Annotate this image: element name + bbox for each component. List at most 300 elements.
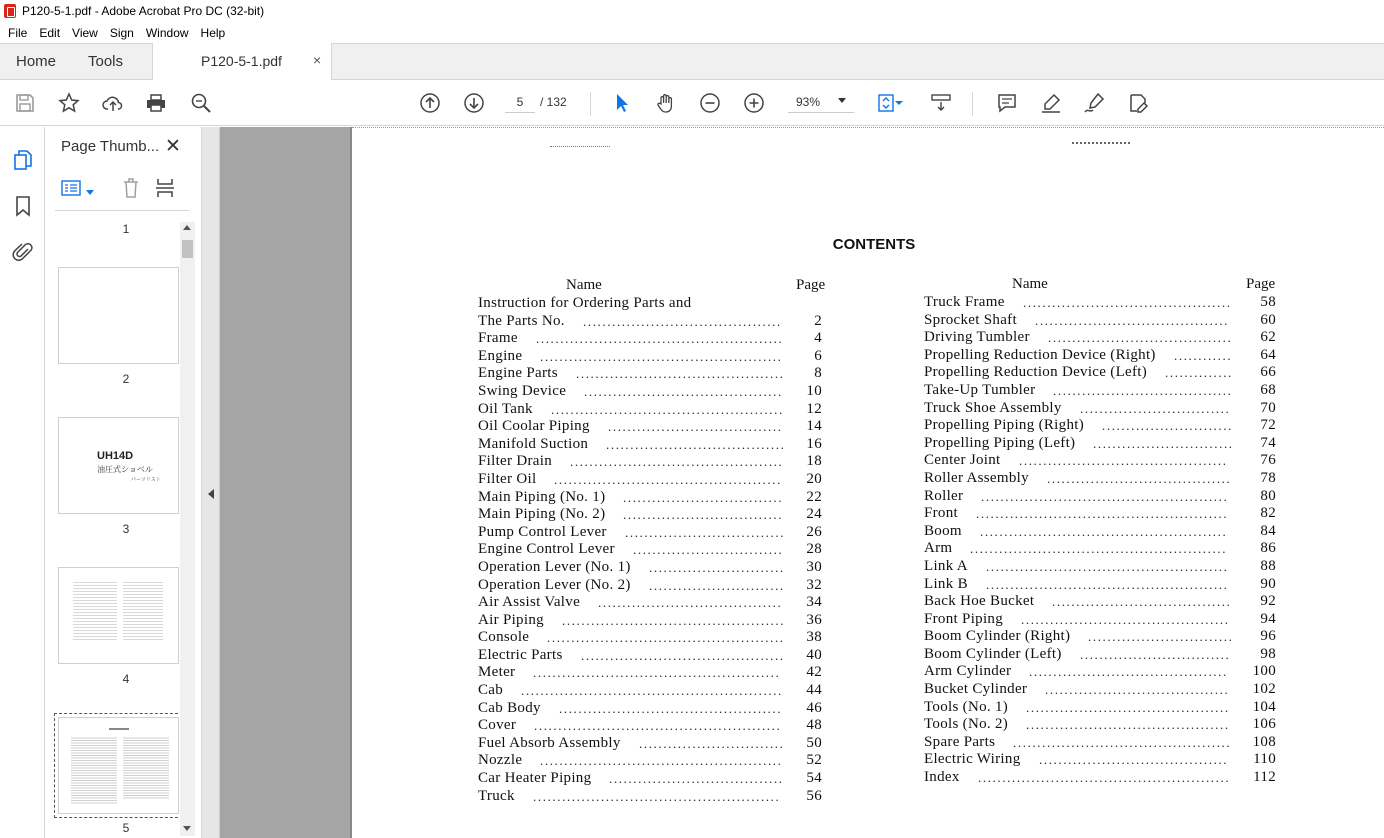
entry-name: Front: [924, 505, 959, 522]
dot-leader: ...............................: [1080, 646, 1231, 662]
dot-leader: .................................: [623, 507, 784, 523]
entry-page-number: 36: [806, 611, 822, 628]
dot-leader: ......................................: [1048, 330, 1233, 346]
thumbnail-page-number: 4: [122, 672, 130, 686]
dot-leader: ...................................................: [533, 788, 781, 804]
entry-page-number: 80: [1260, 487, 1276, 504]
entry-name: Operation Lever (No. 2): [478, 576, 631, 593]
dot-leader: ...........................................: [1023, 295, 1232, 310]
entry-page-number: 56: [806, 787, 822, 804]
entry-page-number: 106: [1252, 716, 1276, 733]
contents-entry: [478, 717, 834, 735]
dot-leader: .................................: [623, 489, 784, 505]
entry-page-number: 102: [1252, 681, 1276, 698]
search-zoom-icon[interactable]: [188, 90, 214, 116]
dot-leader: ..............: [1165, 365, 1233, 381]
contents-entry: [924, 294, 1284, 312]
thumbnail-page-number: 3: [122, 522, 130, 536]
thumbnail-page-3[interactable]: [58, 417, 179, 514]
entry-name: Tools (No. 1): [924, 698, 1009, 715]
dot-leader: .............................................: [1013, 734, 1232, 750]
entry-name: Electric Parts: [478, 646, 563, 663]
chevron-down-icon[interactable]: [86, 185, 94, 199]
upload-cloud-icon[interactable]: [100, 90, 126, 116]
contents-entry: [924, 347, 1284, 365]
contents-entry: [478, 471, 834, 489]
contents-entry: [478, 612, 834, 630]
entry-page-number: 28: [806, 541, 822, 558]
tab-home[interactable]: Home: [16, 53, 57, 70]
entry-page-number: 10: [806, 382, 822, 399]
column-header: [478, 277, 834, 295]
contents-entry: [924, 452, 1284, 470]
page-thumbnails-panel: [45, 127, 202, 838]
entry-page-number: 110: [1253, 751, 1276, 768]
entry-name: Arm Cylinder: [924, 663, 1012, 680]
menu-view[interactable]: View: [72, 25, 98, 40]
contents-entry: [478, 594, 834, 612]
entry-page-number: 24: [806, 506, 822, 523]
scrollbar-thumb[interactable]: [182, 240, 193, 258]
entry-name: Index: [924, 769, 960, 786]
entry-page-number: 30: [806, 558, 822, 575]
entry-page-number: 100: [1252, 663, 1276, 680]
dot-leader: ...................................................: [981, 488, 1229, 504]
contents-entry: [924, 611, 1284, 629]
contents-entry: [924, 558, 1284, 576]
contents-entry: [924, 382, 1284, 400]
entry-page-number: 44: [806, 682, 822, 699]
dot-leader: ..............................: [1088, 629, 1234, 645]
entry-name: Truck: [478, 787, 515, 804]
dot-leader: ...........................................: [1021, 611, 1230, 627]
collapse-panel-icon[interactable]: [208, 489, 214, 499]
dot-leader: ..................................................: [540, 348, 783, 364]
contents-entry: [478, 418, 834, 436]
dot-leader: ...................................................: [536, 331, 784, 347]
menu-window[interactable]: Window: [145, 25, 189, 40]
contents-entry: [924, 699, 1284, 717]
contents-entry: [924, 628, 1284, 646]
dot-leader: .........................................: [1029, 664, 1228, 680]
dot-leader: .....................................: [1053, 382, 1233, 398]
entry-name: Take-Up Tumbler: [924, 381, 1036, 398]
entry-page-number: 22: [806, 488, 822, 505]
entry-name: Meter: [478, 664, 516, 681]
entry-name: Main Piping (No. 1): [478, 488, 606, 505]
close-icon[interactable]: ✕: [165, 136, 181, 157]
entry-name: Spare Parts: [924, 733, 996, 750]
thumbnail-page-5[interactable]: [58, 717, 179, 814]
dot-leader: ............: [1174, 347, 1233, 363]
menu-edit[interactable]: Edit: [39, 25, 61, 40]
dot-leader: ...........................................: [1019, 453, 1228, 469]
thumbnail-options-icon[interactable]: [61, 180, 81, 199]
entry-name: Engine: [478, 347, 523, 364]
entry-page-number: 92: [1260, 593, 1276, 610]
name-header: Name: [1012, 276, 1048, 292]
scan-edge: [352, 127, 1384, 131]
entry-page-number: 82: [1260, 505, 1276, 522]
dot-leader: ........................................: [1035, 312, 1229, 328]
dot-leader: ......................................: [598, 595, 783, 611]
zoom-in-icon[interactable]: [741, 90, 767, 116]
save-icon[interactable]: [12, 90, 38, 116]
hand-tool-icon[interactable]: [653, 90, 679, 116]
thumbnail-toolbar: [55, 167, 189, 211]
entry-name: Truck Shoe Assembly: [924, 399, 1062, 416]
entry-page-number: 4: [814, 330, 822, 347]
contents-entry: [924, 417, 1284, 435]
tab-document[interactable]: [152, 43, 332, 80]
entry-name: Operation Lever (No. 1): [478, 558, 631, 575]
dot-leader: .................................: [625, 524, 786, 540]
dot-leader: ............................: [649, 577, 785, 593]
entry-page-number: 74: [1260, 434, 1276, 451]
scroll-mode-icon[interactable]: [928, 90, 954, 116]
chevron-down-icon: [838, 98, 846, 103]
window-title: P120-5-1.pdf - Adobe Acrobat Pro DC (32-bit): [22, 4, 265, 18]
entry-name: Instruction for Ordering Parts and: [478, 295, 692, 311]
entry-page-number: 48: [806, 717, 822, 734]
entry-name: Propelling Piping (Right): [924, 417, 1085, 434]
entry-page-number: 94: [1260, 610, 1276, 627]
entry-page-number: 68: [1260, 381, 1276, 398]
entry-page-number: 50: [806, 734, 822, 751]
contents-entry: [924, 312, 1284, 330]
contents-left-column: [478, 277, 834, 805]
star-icon[interactable]: [56, 90, 82, 116]
entry-name: Boom Cylinder (Left): [924, 645, 1062, 662]
zoom-out-icon[interactable]: [697, 90, 723, 116]
entry-page-number: 76: [1260, 452, 1276, 469]
entry-page-number: 52: [806, 752, 822, 769]
entry-name: Propelling Reduction Device (Left): [924, 364, 1148, 381]
contents-entry: [924, 576, 1284, 594]
entry-name: Front Piping: [924, 610, 1004, 627]
entry-name: Roller: [924, 487, 964, 504]
entry-page-number: 62: [1260, 329, 1276, 346]
previous-page-icon[interactable]: [417, 90, 443, 116]
entry-page-number: 98: [1260, 645, 1276, 662]
zoom-dropdown[interactable]: [788, 91, 854, 113]
entry-page-number: 86: [1260, 540, 1276, 557]
entry-name: Bucket Cylinder: [924, 681, 1028, 698]
entry-name: Car Heater Piping: [478, 770, 592, 787]
entry-name: Console: [478, 629, 530, 646]
contents-entry: [924, 505, 1284, 523]
entry-page-number: 78: [1260, 469, 1276, 486]
entry-page-number: 90: [1260, 575, 1276, 592]
entry-page-number: 16: [806, 435, 822, 452]
dot-leader: ....................................................: [976, 506, 1229, 522]
select-cursor-icon[interactable]: [609, 90, 635, 116]
dot-leader: ............................: [649, 559, 785, 575]
contents-entry: [478, 313, 834, 331]
thumbnail-scrollbar[interactable]: [180, 222, 195, 836]
fit-dropdown-caret-icon[interactable]: [892, 90, 906, 116]
entry-name: Air Assist Valve: [478, 594, 581, 611]
contents-entry: [478, 489, 834, 507]
scan-artifact: [1072, 142, 1130, 148]
entry-name: Boom Cylinder (Right): [924, 628, 1071, 645]
contents-entry: [924, 523, 1284, 541]
scroll-down-icon[interactable]: [183, 826, 191, 831]
toolbar-divider: [590, 92, 591, 116]
scan-artifact: [550, 146, 610, 152]
contents-entry: [478, 647, 834, 665]
entry-name: Propelling Piping (Left): [924, 434, 1076, 451]
entry-name: Roller Assembly: [924, 469, 1029, 486]
toolbar-divider: [972, 92, 973, 116]
entry-name: Sprocket Shaft: [924, 311, 1017, 328]
entry-page-number: 96: [1260, 628, 1276, 645]
contents-entry: [478, 365, 834, 383]
dot-leader: ..................................................: [540, 753, 783, 769]
dot-leader: ...................................................: [533, 665, 781, 681]
contents-entry: [924, 769, 1284, 787]
thumbnail-page-3-subtitle: 油圧式ショベル: [97, 465, 153, 474]
dot-leader: ...................................................: [534, 718, 782, 734]
contents-entry: [478, 506, 834, 524]
contents-entry: [924, 663, 1284, 681]
page-header: Page: [796, 277, 826, 293]
acrobat-app-icon: [4, 4, 16, 18]
entry-page-number: 6: [814, 347, 822, 364]
dot-leader: .................................................: [547, 630, 785, 646]
delete-trash-icon[interactable]: [121, 177, 141, 202]
entry-name: Filter Drain: [478, 453, 553, 470]
document-background: [202, 127, 350, 838]
contents-entry: [478, 524, 834, 542]
entry-page-number: 88: [1260, 557, 1276, 574]
dot-leader: ....................................................: [978, 770, 1231, 786]
entry-name: Frame: [478, 330, 518, 347]
dot-leader: ..........................................: [581, 647, 785, 663]
dot-leader: ......................................: [1047, 470, 1232, 486]
draw-sign-icon[interactable]: [1081, 90, 1107, 116]
entry-name: Boom: [924, 522, 962, 539]
contents-entry: [478, 700, 834, 718]
pdf-page: [350, 127, 1384, 838]
contents-entry: [924, 329, 1284, 347]
contents-entry: [478, 330, 834, 348]
entry-name: Pump Control Lever: [478, 523, 607, 540]
page-count: / 132: [540, 95, 567, 109]
comment-icon[interactable]: [994, 90, 1020, 116]
contents-entry: [478, 348, 834, 366]
contents-entry: [924, 470, 1284, 488]
menu-file[interactable]: File: [8, 25, 28, 40]
entry-page-number: 42: [806, 664, 822, 681]
contents-entry: [478, 436, 834, 454]
contents-entry: [924, 681, 1284, 699]
entry-page-number: 26: [806, 523, 822, 540]
thumbnail-page-number: 2: [122, 372, 130, 386]
dot-leader: ..........................................: [1026, 699, 1230, 715]
thumbnail-page-number: 1: [122, 222, 130, 236]
entry-name: Driving Tumbler: [924, 329, 1030, 346]
entry-page-number: 54: [806, 770, 822, 787]
entry-name: Filter Oil: [478, 470, 537, 487]
contents-entry: [478, 383, 834, 401]
thumbnail-page-2[interactable]: [58, 267, 179, 364]
attachment-paperclip-icon[interactable]: [11, 240, 35, 264]
bookmark-icon[interactable]: [11, 194, 35, 218]
contents-entry: [478, 770, 834, 788]
entry-name: Nozzle: [478, 752, 523, 769]
entry-page-number: 84: [1260, 522, 1276, 539]
contents-entry: [478, 401, 834, 419]
contents-entry: [478, 735, 834, 753]
thumbnail-page-number: 5: [122, 821, 130, 835]
entry-page-number: 14: [806, 418, 822, 435]
panel-collapse-strip[interactable]: [202, 127, 220, 838]
contents-entry: [478, 541, 834, 559]
contents-entry: [924, 364, 1284, 382]
dot-leader: ......................................: [1045, 682, 1230, 698]
dot-leader: ...................................................: [980, 523, 1228, 539]
contents-heading: CONTENTS: [832, 236, 916, 253]
entry-page-number: 70: [1260, 399, 1276, 416]
contents-entry: [478, 577, 834, 595]
entry-page-number: 58: [1260, 294, 1276, 310]
contents-entry: [478, 295, 834, 313]
entry-page-number: 66: [1260, 364, 1276, 381]
print-icon[interactable]: [143, 90, 169, 116]
panel-title: Page Thumb...: [61, 138, 160, 155]
entry-name: Cover: [478, 717, 517, 734]
contents-entry: [478, 453, 834, 471]
dot-leader: ..................................................: [986, 558, 1229, 574]
entry-name: Air Piping: [478, 611, 544, 628]
insert-pages-icon[interactable]: [155, 177, 175, 202]
scroll-up-icon[interactable]: [183, 225, 191, 230]
contents-entry: [478, 664, 834, 682]
contents-entry: [924, 751, 1284, 769]
tab-tools[interactable]: Tools: [88, 53, 124, 70]
contents-entry: [478, 788, 834, 806]
entry-page-number: 38: [806, 629, 822, 646]
dot-leader: .....................................................: [970, 541, 1228, 557]
contents-entry: [478, 559, 834, 577]
contents-entry: [924, 488, 1284, 506]
entry-name: Truck Frame: [924, 294, 1005, 310]
contents-entry: [478, 682, 834, 700]
contents-entry: [924, 716, 1284, 734]
entry-page-number: 40: [806, 646, 822, 663]
contents-entry: [924, 734, 1284, 752]
entry-name: Electric Wiring: [924, 751, 1021, 768]
entry-name: Link B: [924, 575, 968, 592]
contents-entry: [924, 540, 1284, 558]
entry-name: Cab Body: [478, 699, 541, 716]
dot-leader: ..................................................: [986, 576, 1229, 592]
name-header: Name: [566, 277, 602, 293]
dot-leader: ..............................................: [559, 700, 783, 716]
navigation-rail: [0, 127, 45, 838]
thumbnail-page-3-caption: パーツリスト: [131, 477, 161, 483]
contents-entry: [924, 646, 1284, 664]
entry-name: Fuel Absorb Assembly: [478, 734, 621, 751]
entry-name: Center Joint: [924, 452, 1001, 469]
dot-leader: ..........................................: [1026, 717, 1230, 733]
dot-leader: ....................................: [609, 771, 784, 787]
entry-name: Back Hoe Bucket: [924, 593, 1035, 610]
dot-leader: ...............................: [1080, 400, 1231, 416]
entry-page-number: 108: [1252, 733, 1276, 750]
entry-name: Engine Control Lever: [478, 541, 615, 558]
tab-bar: [0, 43, 1384, 80]
entry-page-number: 32: [806, 576, 822, 593]
contents-entry: [924, 400, 1284, 418]
entry-name: Propelling Reduction Device (Right): [924, 346, 1156, 363]
entry-page-number: 60: [1260, 311, 1276, 328]
entry-name: The Parts No.: [478, 312, 565, 329]
entry-name: Manifold Suction: [478, 435, 589, 452]
thumbnail-page-3-title: UH14D: [97, 450, 134, 462]
entry-name: Main Piping (No. 2): [478, 506, 606, 523]
menu-help[interactable]: Help: [200, 25, 226, 40]
page-number-input[interactable]: [505, 91, 535, 113]
next-page-icon[interactable]: [461, 90, 487, 116]
dot-leader: .......................................: [1039, 752, 1229, 768]
contents-entry: [478, 629, 834, 647]
dot-leader: .........................................: [584, 383, 783, 399]
contents-right-column: [924, 276, 1284, 787]
entry-page-number: 2: [814, 312, 822, 329]
zoom-value: 93%: [796, 95, 821, 109]
dot-leader: .....................................: [1052, 594, 1232, 610]
entry-page-number: 64: [1260, 346, 1276, 363]
entry-page-number: 46: [806, 699, 822, 716]
title-bar: [0, 0, 1384, 22]
dot-leader: ...........................................: [576, 366, 785, 382]
tab-document-label: P120-5-1.pdf: [201, 53, 282, 69]
dot-leader: ...............................................: [554, 471, 782, 487]
contents-entry: [924, 435, 1284, 453]
entry-page-number: 12: [806, 400, 822, 417]
entry-page-number: 112: [1253, 769, 1276, 786]
dot-leader: ............................................: [570, 454, 784, 470]
tab-close-icon[interactable]: ×: [313, 52, 322, 68]
dot-leader: ......................................................: [521, 683, 783, 699]
menu-sign[interactable]: Sign: [109, 25, 134, 40]
dot-leader: .............................: [1093, 435, 1234, 451]
entry-name: Oil Coolar Piping: [478, 418, 590, 435]
page-thumbnails-icon[interactable]: [11, 148, 35, 172]
entry-page-number: 104: [1252, 698, 1276, 715]
highlight-pen-icon[interactable]: [1038, 90, 1064, 116]
edit-document-icon[interactable]: [1125, 90, 1151, 116]
entry-name: Link A: [924, 557, 968, 574]
entry-name: Swing Device: [478, 382, 567, 399]
thumbnail-page-4[interactable]: [58, 567, 179, 664]
entry-page-number: 34: [806, 594, 822, 611]
entry-name: Oil Tank: [478, 400, 533, 417]
contents-entry: [478, 752, 834, 770]
entry-page-number: 20: [806, 470, 822, 487]
dot-leader: .........................................: [583, 313, 782, 329]
entry-page-number: 8: [814, 365, 822, 382]
entry-name: Engine Parts: [478, 365, 558, 382]
dot-leader: ................................................: [551, 401, 784, 417]
menu-bar: [0, 22, 1384, 43]
page-header: Page: [1246, 276, 1276, 292]
dot-leader: .....................................: [606, 436, 786, 452]
dot-leader: ....................................: [608, 419, 783, 435]
dot-leader: ..............................................: [562, 612, 786, 628]
